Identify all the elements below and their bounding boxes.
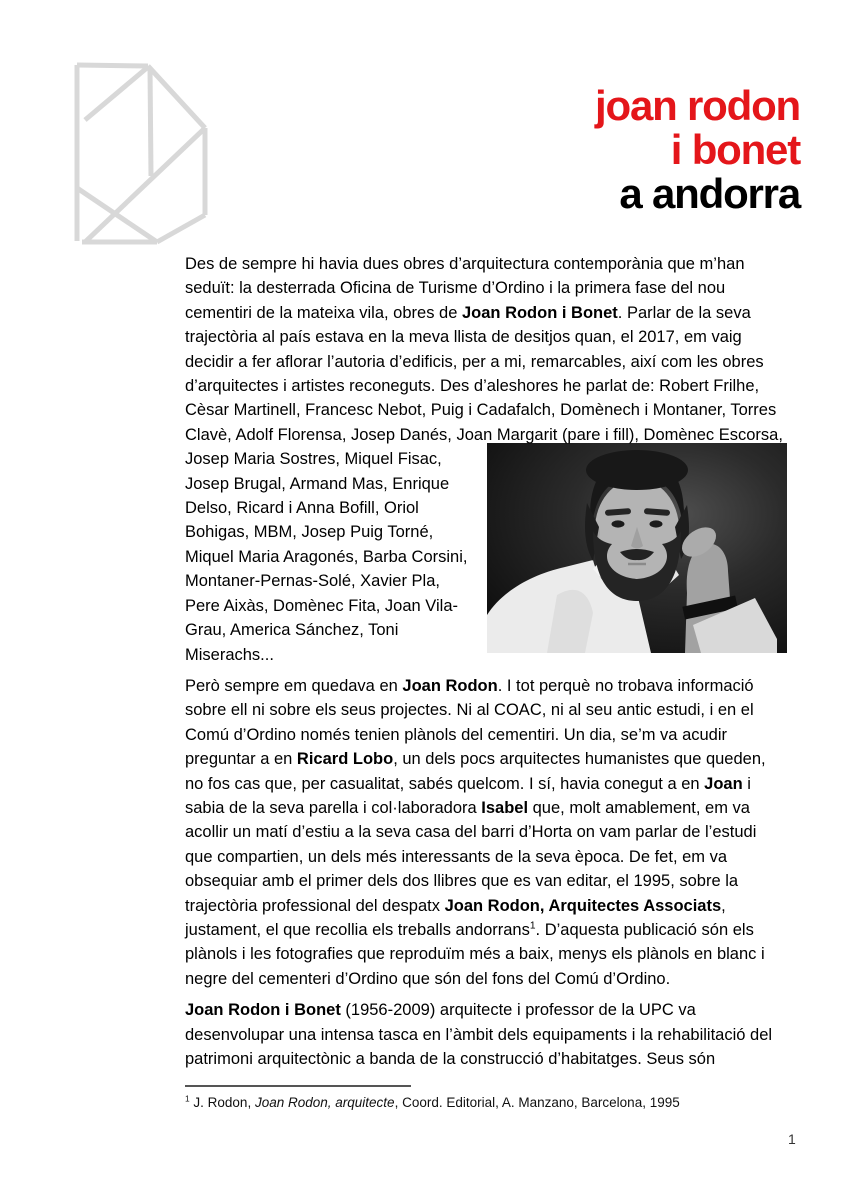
page-number: 1 (788, 1131, 796, 1147)
footnote: $^1$ J. Rodon, Joan Rodon, arquitecte, Coord. Editorial, A. Manzano, Barcelona, 1995 (185, 1093, 680, 1111)
title-line-3: a andorra (619, 170, 800, 217)
footnote-divider (185, 1085, 411, 1087)
paragraph-1-text-a: Des de sempre hi havia dues obres d’arquitectura contemporània que m’han seduït: la desterrada Oficina de Turisme d’Ordino i la primera fase del nou cementiri de la mateixa vila, obres de Joan Rodon i Bonet. Parlar de la seva trajectòria al país estava en la meva llista de desitjos quan, el 2017, em vaig decidir a fer aflorar l’autoria d’edificis, per a mi, remarcables, així com les obres d’arquitectes i artistes reconeguts. Des d’aleshores he parlat de: Robert Frilhe, Cèsar Martinell, Francesc Nebot, Puig i Cadafalch, Domènech i Montaner, Torres Clavè, Adolf Florensa, Josep Danés, Joan Margarit (pare i (185, 255, 777, 444)
paragraph-3: Joan Rodon i Bonet (1956-2009) arquitecte i professor de la UPC va desenvolupar una intensa tasca en l’àmbit dels equipaments i la rehabilitació del patrimoni arquitectònic a banda de la construcció d’habitatges. Seus són (185, 1001, 773, 1068)
paragraph-2: Però sempre em quedava en Joan Rodon. I tot perquè no trobava informació sobre ell ni sobre els seus projectes. Ni al COAC, ni al seu antic estudi, i en el Comú d’Ordino només tenien plànols del cementiri. Un dia, se’m va acudir preguntar a en Ricard Lobo, un dels pocs arquitectes humanistes que queden, no fos cas que, per casualitat, sabés quelcom. I sí, havia conegut a en Joan i sabia de la seva parella i col·laboradora Isabel que, molt amablement, em va acollir un matí d’estiu a la seva casa del barri d’Horta on vam parlar de l’estudi que compartien, un dels més interessants de la seva època. De fet, em va obsequiar amb el primer dels dos llibres que es van editar, el 1995, sobre la trajectòria professional del despatx Joan Rodon, Arquitectes Associats, justament, el que recollia els treballs andorrans$^1$. D’aquesta publicació són els plànols i les fotografies que reproduïm més a baix, menys els plànols en blanc i negre del cementeri d’Ordino que són del fons del Comú d’Ordino. (185, 676, 766, 988)
title-line-2: i bonet (670, 126, 800, 173)
article-title (595, 84, 800, 216)
article-body (185, 252, 787, 1112)
paragraph-1-text-b: fill), Domènec Escorsa, Josep Maria Sostres, Miquel Fisac, Josep Brugal, Armand Mas, Enrique Delso, Ricard i Anna Bofill, Oriol Bohigas, MBM, Josep Puig Torné, Miquel Maria Aragonés, Barba Corsini, Montaner-Pernas-Solé, Xavier Pla, Pere Aixàs, Domènec Fita, Joan Vila-Grau, America Sánchez, Toni Miserachs... (185, 425, 783, 664)
paragraph-1 (185, 252, 787, 667)
geometric-logo-icon (72, 58, 212, 248)
title-line-1: joan rodon (595, 82, 800, 129)
portrait-photo (487, 443, 787, 653)
